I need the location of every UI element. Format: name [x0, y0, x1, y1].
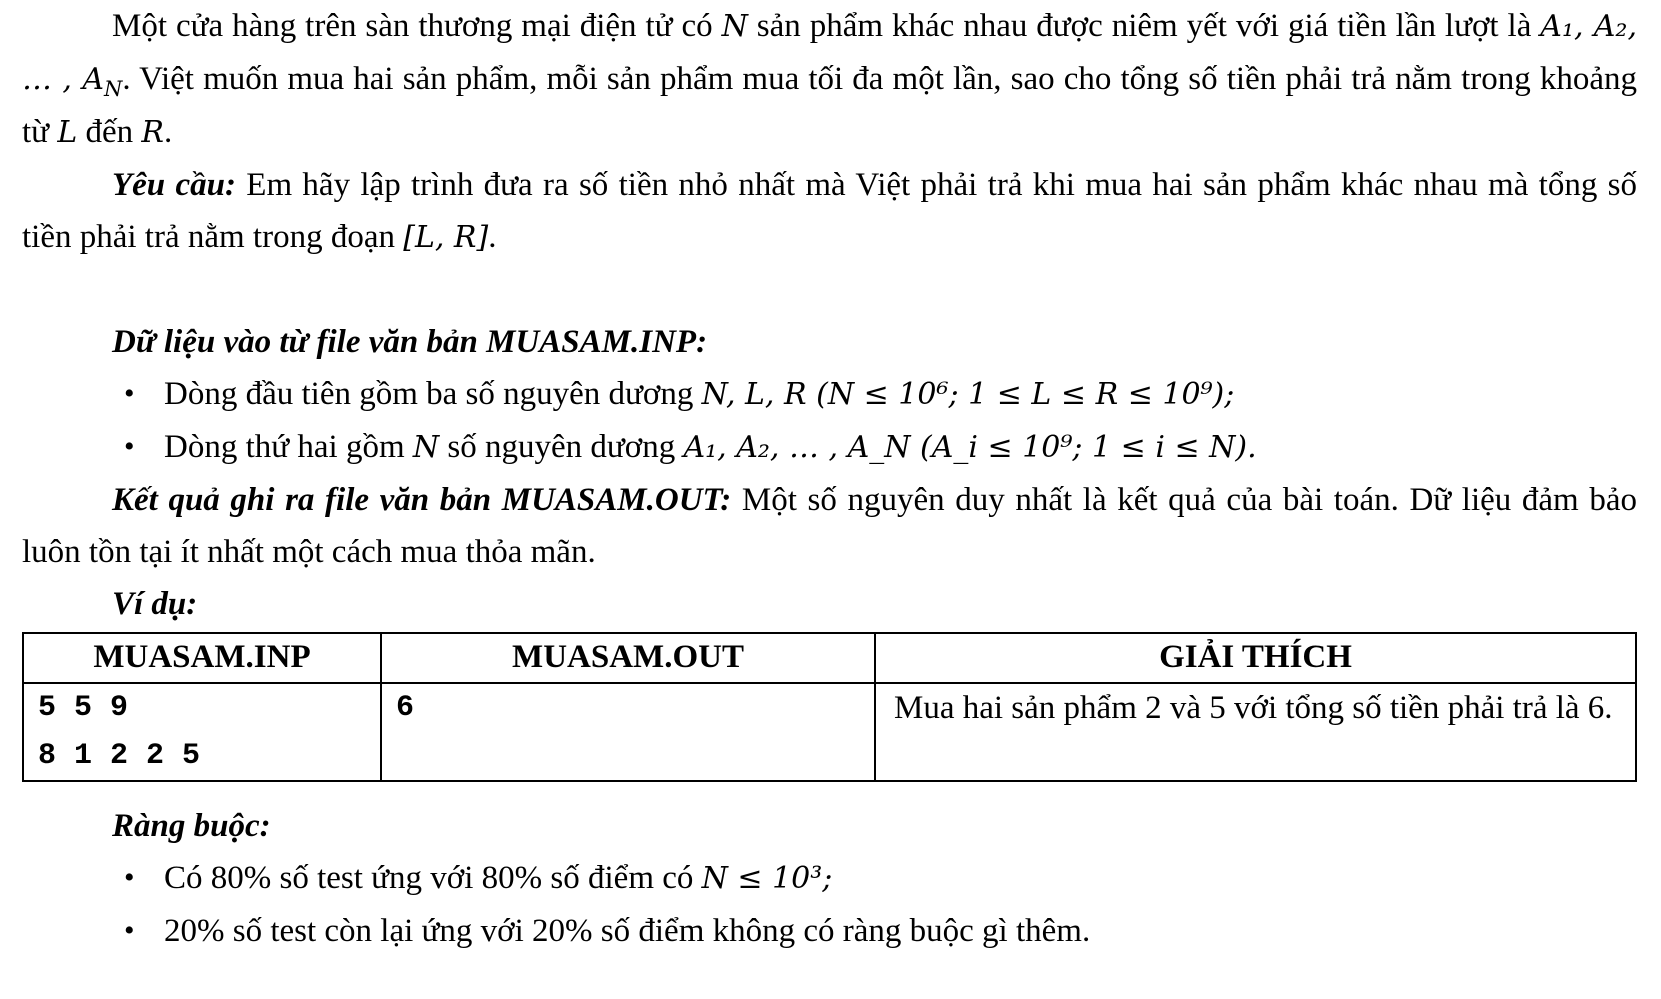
table-header-row	[23, 633, 1636, 683]
var-l: L	[57, 115, 78, 150]
col-header-explanation: GIẢI THÍCH	[875, 633, 1636, 683]
input-bullet-2-math: A₁, A₂, … , A_N (A_i ≤ 10⁹; 1 ≤ i ≤ N).	[683, 430, 1257, 465]
table-row	[23, 683, 1636, 781]
input-bullet-2: • Dòng thứ hai gồm N số nguyên dương A₁, A₂, … , A_N (A_i ≤ 10⁹; 1 ≤ i ≤ N).	[22, 421, 1637, 474]
constraints-heading: Ràng buộc:	[112, 808, 271, 844]
example-input: 5 5 9 8 1 2 2 5	[23, 683, 381, 781]
intro-period: .	[163, 114, 173, 150]
var-n: N	[721, 9, 748, 44]
output-text: Một số nguyên duy nhất là kết quả của bài toán. Dữ liệu đảm bảo luôn tồn tại ít nhất một cách mua thỏa mãn.	[22, 482, 1637, 570]
input-heading: Dữ liệu vào từ file văn bản MUASAM.INP:	[112, 324, 708, 360]
input-bullet-1-math: N, L, R (N ≤ 10⁶; 1 ≤ L ≤ R ≤ 10⁹);	[701, 377, 1235, 412]
problem-statement	[22, 0, 1637, 957]
example-explanation: Mua hai sản phẩm 2 và 5 với tổng số tiền phải trả là 6.	[875, 683, 1636, 781]
intro-text-2: sản phẩm khác nhau được niêm yết với giá tiền lần lượt là	[747, 8, 1541, 44]
col-header-out: MUASAM.OUT	[381, 633, 875, 683]
requirement-label: Yêu cầu:	[112, 167, 236, 203]
input-bullet-1: • Dòng đầu tiên gồm ba số nguyên dương N, L, R (N ≤ 10⁶; 1 ≤ L ≤ R ≤ 10⁹);	[22, 368, 1637, 421]
range-lr: [L, R]	[403, 220, 489, 255]
constraint-bullet-1-math: N ≤ 10³;	[701, 861, 833, 896]
constraint-bullet-1: • Có 80% số test ứng với 80% số điểm có N ≤ 10³;	[22, 852, 1637, 905]
requirement-period: .	[488, 219, 497, 255]
intro-text-1: Một cửa hàng trên sàn thương mại điện tử có	[112, 8, 722, 44]
constraint-bullet-2: • 20% số test còn lại ứng với 20% số điểm không có ràng buộc gì thêm.	[22, 905, 1637, 957]
col-header-inp: MUASAM.INP	[23, 633, 381, 683]
var-r: R	[141, 115, 164, 150]
intro-text-3: . Việt muốn mua hai sản phẩm, mỗi sản phẩm mua tối đa một lần, sao cho tổng số tiền phải trả nằm trong khoảng từ	[22, 61, 1637, 150]
requirement-text: Em hãy lập trình đưa ra số tiền nhỏ nhất mà Việt phải trả khi mua hai sản phẩm khác nhau mà tổng số tiền phải trả nằm trong đoạn	[22, 167, 1637, 255]
intro-paragraph	[22, 0, 1637, 159]
example-table	[22, 632, 1637, 782]
output-paragraph	[22, 474, 1637, 578]
example-heading: Ví dụ:	[112, 586, 198, 622]
requirement-paragraph	[22, 159, 1637, 264]
price-sequence: A₁, A₂, … , $A_N$	[22, 9, 1637, 101]
input-list	[22, 368, 1637, 474]
output-heading: Kết quả ghi ra file văn bản MUASAM.OUT:	[112, 482, 732, 518]
constraints-list	[22, 852, 1637, 957]
example-output: 6	[381, 683, 875, 781]
intro-text-4: đến	[77, 114, 142, 150]
